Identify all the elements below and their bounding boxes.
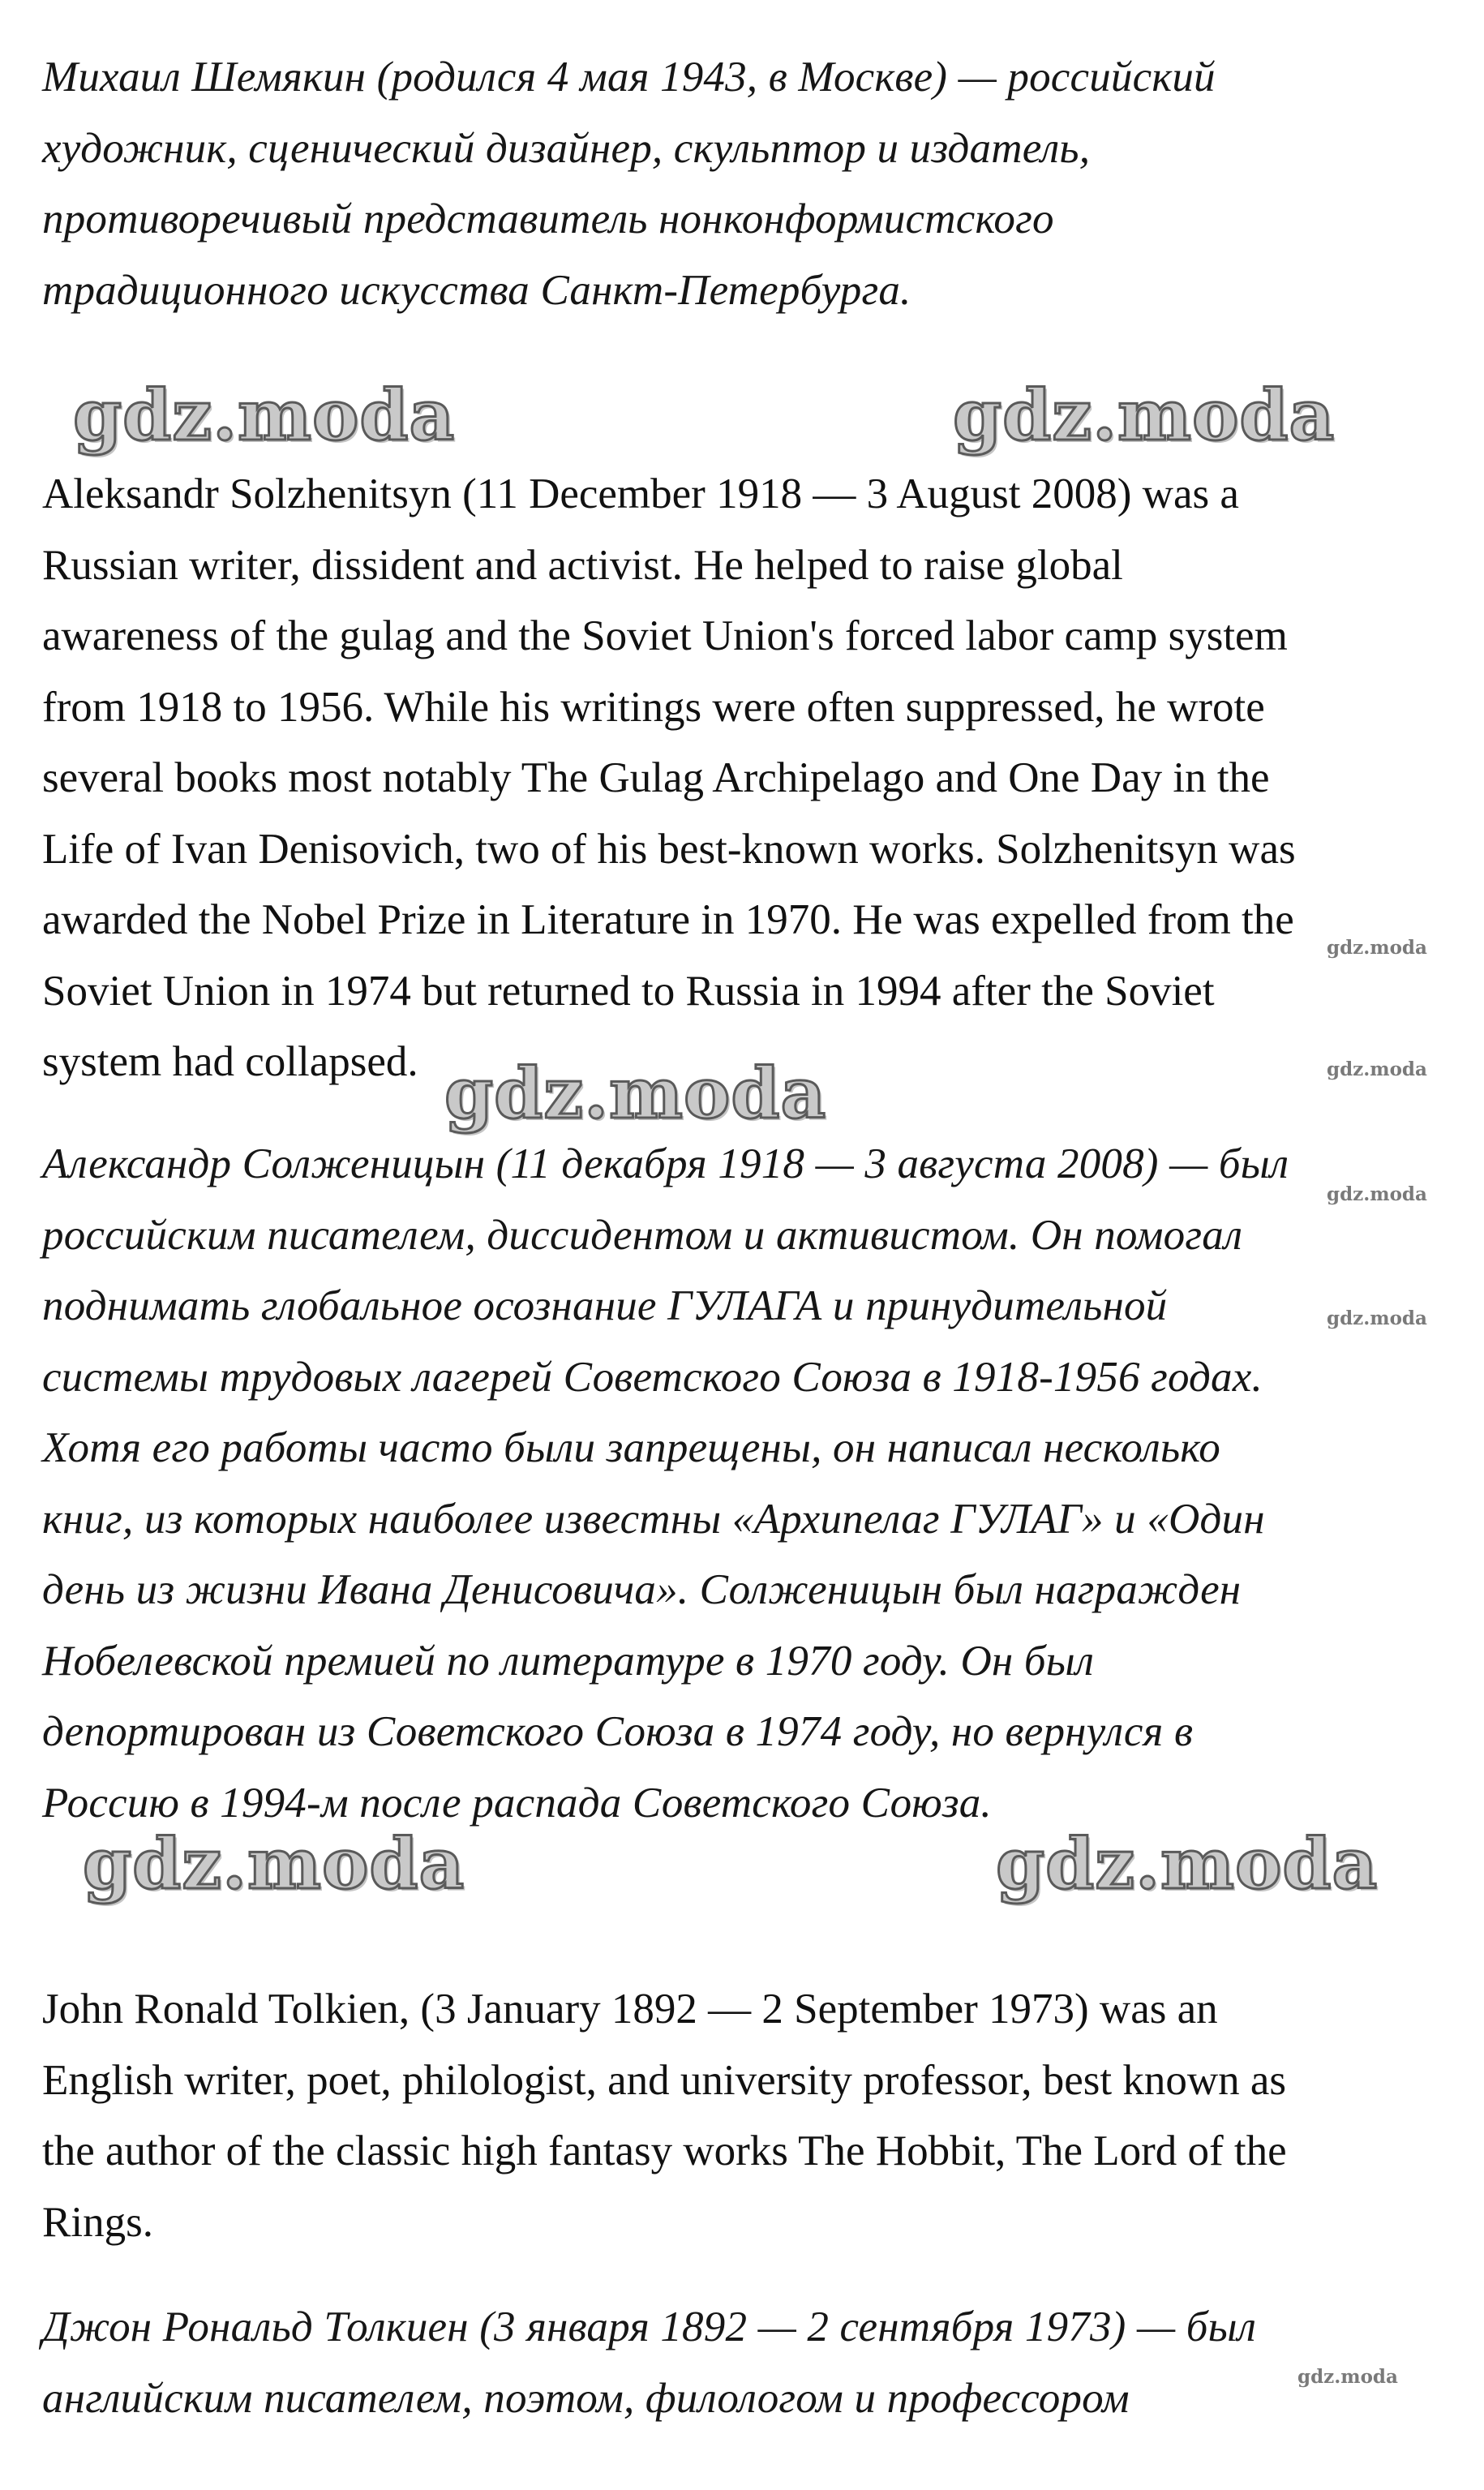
paragraph-shemyakin-ru: Михаил Шемякин (родился 4 мая 1943, в Москве) — российский художник, сценический дизайнер, скульптор и издатель, противоречивый представитель нонконформистского традиционного искусства Санкт-Петербурга. bbox=[42, 54, 1216, 314]
paragraph-solzhenitsyn-ru: Александр Солженицын (11 декабря 1918 — 3 августа 2008) — был российским писателем, диссидентом и активистом. Он помогал поднимать глобальное осознание ГУЛАГА и принудительной системы трудовых лагерей Советского Союза в 1918-1956 годах. Хотя его работы часто были запрещены, он написал несколько книг, из которых наиболее известны «Архипелаг ГУЛАГ» и «Один день из жизни Ивана Денисовича». Солженицын был награжден Нобелевской премией по литературе в 1970 году. Он был депортирован из Советского Союза в 1974 году, но вернулся в Россию в 1994-м после распада Советского Союза. bbox=[42, 1140, 1289, 1827]
watermark-small: gdz.moda bbox=[1327, 1307, 1427, 1329]
watermark-large: gdz.moda bbox=[953, 375, 1336, 457]
watermark-small: gdz.moda bbox=[1327, 1183, 1427, 1205]
watermark-large: gdz.moda bbox=[83, 1823, 465, 1905]
watermark-large: gdz.moda bbox=[444, 1053, 827, 1135]
watermark-small: gdz.moda bbox=[1297, 2366, 1398, 2388]
watermark-small: gdz.moda bbox=[1327, 1058, 1427, 1080]
watermark-small: gdz.moda bbox=[1327, 937, 1427, 959]
paragraph-tolkien-en: John Ronald Tolkien, (3 January 1892 — 2 September 1973) was an English writer, poet, philologist, and university professor, best known as the author of the classic high fantasy works The Hobbit, The Lord of the Rings. bbox=[42, 1986, 1287, 2246]
watermark-large: gdz.moda bbox=[996, 1823, 1379, 1905]
watermark-large: gdz.moda bbox=[73, 375, 456, 457]
paragraph-solzhenitsyn-en: Aleksandr Solzhenitsyn (11 December 1918 — 3 August 2008) was a Russian writer, dissident and activist. He helped to raise global awareness of the gulag and the Soviet Union's forced labor camp system from 1918 to 1956. While his writings were often suppressed, he wrote several books most notably The Gulag Archipelago and One Day in the Life of Ivan Denisovich, two of his best-known works. Solzhenitsyn was awarded the Nobel Prize in Literature in 1970. He was expelled from the Soviet Union in 1974 but returned to Russia in 1994 after the Soviet system had collapsed. bbox=[42, 470, 1296, 1085]
paragraph-tolkien-ru: Джон Рональд Толкиен (3 января 1892 — 2 сентября 1973) — был английским писателем, поэтом, филологом и профессором bbox=[42, 2303, 1257, 2422]
